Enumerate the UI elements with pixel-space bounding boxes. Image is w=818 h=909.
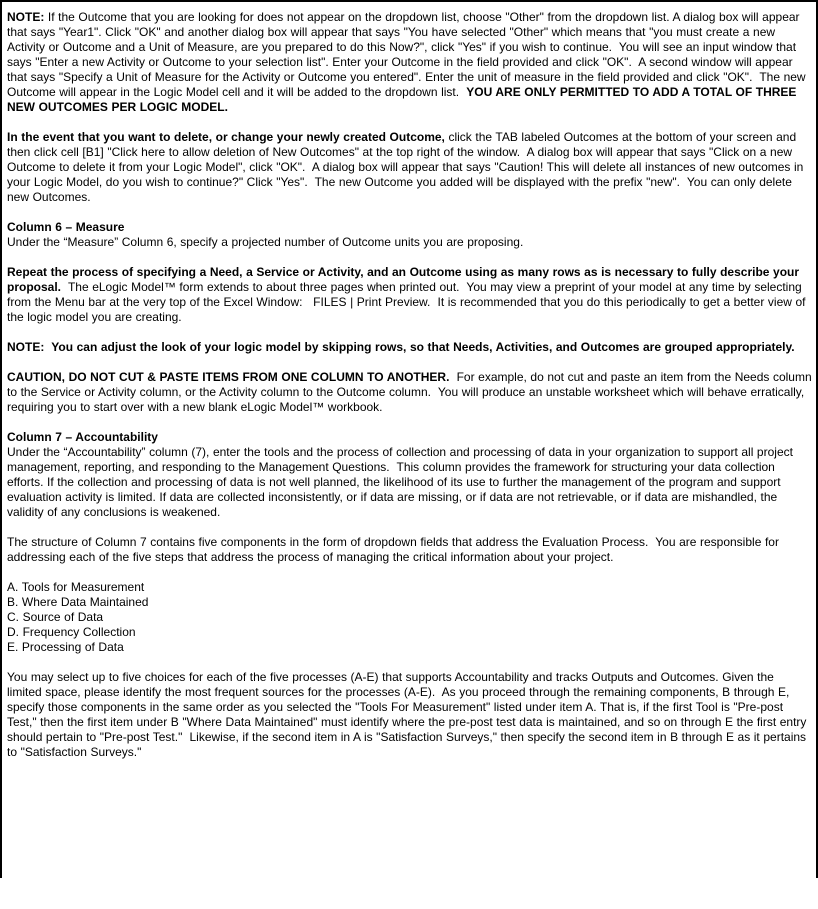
text-run: E. Processing of Data <box>7 640 124 654</box>
text-run: Repeat the process of specifying a Need, a Service or Activity, and an Outcome using as many rows as is necessary to fully describe your proposal. <box>7 265 803 294</box>
text-run: In the event that you want to delete, or change your newly created Outcome, <box>7 130 445 144</box>
list-item-b <box>7 595 812 610</box>
list-item-d <box>7 625 812 640</box>
text-run: For example, do not cut and paste an item from the Needs column to the Service or Activity column, or the Activity column to the Outcome column. You will produce an unstable worksheet which will behave erratically, requiring you to start over with a new blank eLogic Model™ workbook. <box>7 370 816 414</box>
delete-outcome-paragraph <box>7 130 812 205</box>
text-run: You may select up to five choices for each of the five processes (A-E) that supports Accountability and tracks Outputs and Outcomes. Given the limited space, please identify the most frequent sources for the processes (A-E). As you proceed through the remaining components, B through E, specify those components in the same order as you selected the "Tools For Measurement" listed under item A. That is, if the first Tool is "Pre-post Test," then the first item under B "Where Data Maintained" must identify where the pre-post test data is maintained, and so on through E the first entry should pertain to "Pre-post Test." Likewise, if the second item in A is "Satisfaction Surveys," then specify the second item in B through E as it pertains to "Satisfaction Surveys." <box>7 670 811 759</box>
text-run: If the Outcome that you are looking for does not appear on the dropdown list, choose "Other" from the dropdown list. A dialog box will appear that says "Year1". Click "OK" and another dialog box will appear that says "You have selected "Other" which means that "you must create a new Activity or Outcome and a Unit of Measure, are you prepared to do this Now?", click "Yes" if you wish to continue. You will see an input window that says "Enter a new Activity or Outcome to your selection list". Enter your Outcome in the field provided and click "OK". A second window will appear that says "Specify a Unit of Measure for the Activity or Outcome you entered". Enter the unit of measure in the field provided and click "OK". The new Outcome will appear in the Logic Model cell and it will be added to the dropdown list. <box>7 10 810 99</box>
column-7-body <box>7 445 812 520</box>
column-7-heading <box>7 430 812 445</box>
text-run: Under the “Measure” Column 6, specify a projected number of Outcome units you are proposing. <box>7 235 524 249</box>
column-6-heading <box>7 220 812 235</box>
text-run: NOTE: <box>7 10 45 24</box>
text-run: Under the “Accountability” column (7), enter the tools and the process of collection and processing of data in your organization to support all project management, reporting, and responding to the Management Questions. This column provides the framework for structuring your data collection efforts. If the collection and processing of data is not well planned, the likelihood of its use to further the management of the program and support evaluation activity is limited. If data are collected inconsistently, or if data are missing, or if data are not retrievable, or if data are mishandled, the validity of any conclusions is weakened. <box>7 445 797 519</box>
text-run: C. Source of Data <box>7 610 104 624</box>
text-run: Column 7 – Accountability <box>7 430 158 444</box>
list-item-c <box>7 610 812 625</box>
column-6-body <box>7 235 812 250</box>
five-choices-paragraph <box>7 670 812 760</box>
text-run: NOTE: You can adjust the look of your logic model by skipping rows, so that Needs, Activities, and Outcomes are grouped appropriately. <box>7 340 795 354</box>
text-run: D. Frequency Collection <box>7 625 136 639</box>
column-7-structure-paragraph <box>7 535 812 565</box>
document-body <box>2 2 816 878</box>
repeat-process-paragraph <box>7 265 812 325</box>
text-run: The structure of Column 7 contains five components in the form of dropdown fields that address the Evaluation Process. You are responsible for addressing each of the five steps that address the process of managing the critical information about your project. <box>7 535 783 564</box>
list-item-e <box>7 640 812 655</box>
text-run: CAUTION, DO NOT CUT & PASTE ITEMS FROM ONE COLUMN TO ANOTHER. <box>7 370 450 384</box>
note-skipping-rows-paragraph <box>7 340 812 355</box>
text-run: Column 6 – Measure <box>7 220 125 234</box>
text-run: click the TAB labeled Outcomes at the bottom of your screen and then click cell [B1] "Click here to allow deletion of New Outcomes" at the top right of the window. A dialog box will appear that says "Click on a new Outcome to delete it from your Logic Model", click "OK". A dialog box will appear that says "Caution! This will delete all instances of new outcomes in your Logic Model, do you wish to continue?" Click "Yes". The new Outcome you added will be displayed with the prefix "new". You can only delete new Outcomes. <box>7 130 807 204</box>
text-run: YOU ARE ONLY PERMITTED TO ADD A TOTAL OF THREE NEW OUTCOMES PER LOGIC MODEL. <box>7 85 801 114</box>
note-add-outcomes-paragraph <box>7 10 812 115</box>
text-run: A. Tools for Measurement <box>7 580 145 594</box>
text-run: The eLogic Model™ form extends to about three pages when printed out. You may view a preprint of your model at any time by selecting from the Menu bar at the very top of the Excel Window: FILES | Print Preview. It is recommended that you do this periodically to get a better view of the logic model you are creating. <box>7 280 810 324</box>
caution-cut-paste-paragraph <box>7 370 816 415</box>
text-run: B. Where Data Maintained <box>7 595 149 609</box>
list-item-a <box>7 580 812 595</box>
